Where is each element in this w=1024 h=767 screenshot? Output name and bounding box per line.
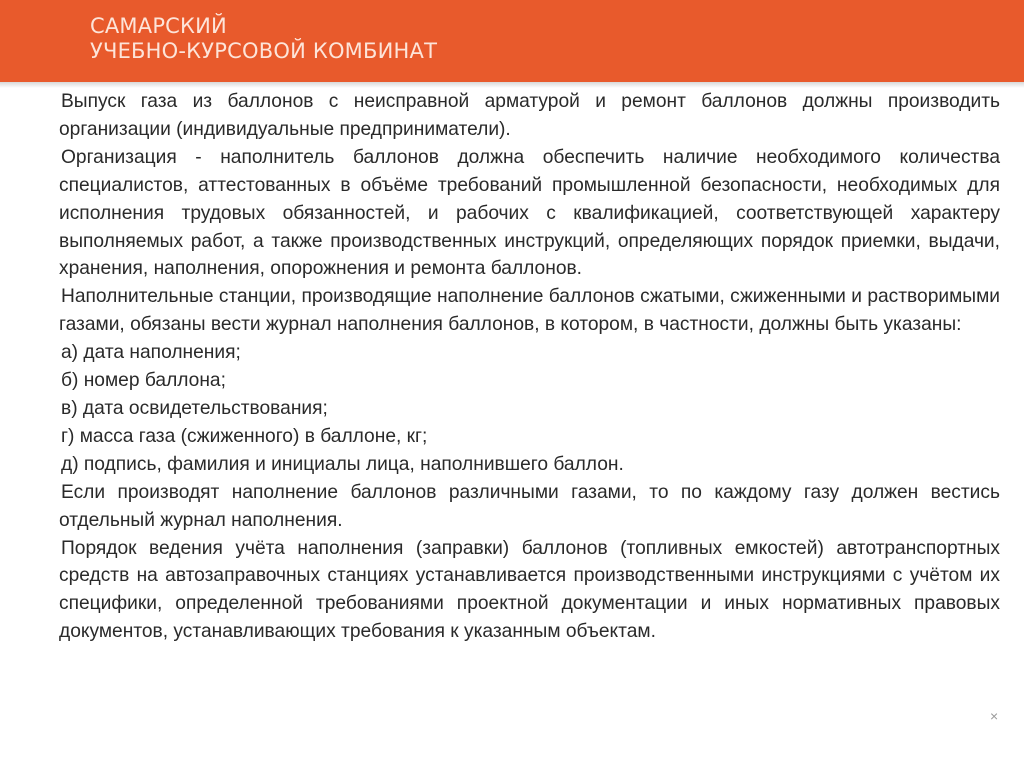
list-item-e: д) подпись, фамилия и инициалы лица, наполнившего баллон. (61, 453, 624, 475)
close-mark-icon: × (990, 708, 999, 724)
list-item-a: а) дата наполнения; (61, 342, 241, 364)
slide-body-text (59, 88, 1000, 646)
paragraph-organization-requirements: Организация - наполнитель баллонов должна обеспечить наличие необходимого количества специалистов, аттестованных в объёме требований промышленной безопасности, необходимых для исполнения трудовых обязанностей, и рабочих с квалификацией, соответствующей характеру выполняемых работ, а также производственных инструкций, определяющих порядок приемки, выдачи, хранения, наполнения, опорожнения и ремонта баллонов. (59, 146, 1000, 280)
brand-logo-text (90, 14, 437, 64)
list-item-d: г) масса газа (сжиженного) в баллоне, кг; (61, 425, 428, 447)
brand-line-2: УЧЕБНО-КУРСОВОЙ КОМБИНАТ (90, 39, 438, 63)
list-item-b: б) номер баллона; (61, 370, 226, 392)
paragraph-gas-release: Выпуск газа из баллонов с неисправной арматурой и ремонт баллонов должны производить организации (индивидуальные предприниматели). (59, 91, 1000, 140)
paragraph-accounting-procedure: Порядок ведения учёта наполнения (заправки) баллонов (топливных емкостей) автотранспортных средств на автозаправочных станциях устанавливается производственными инструкциями с учётом их специфики, определенной требованиями проектной документации и иных нормативных правовых документов, устанавливающих требования к указанным объектам. (59, 537, 1000, 643)
paragraph-filling-stations: Наполнительные станции, производящие наполнение баллонов сжатыми, сжиженными и растворимыми газами, обязаны вести журнал наполнения баллонов, в котором, в частности, должны быть указаны: (59, 286, 1000, 336)
brand-line-1: САМАРСКИЙ (90, 14, 227, 38)
header-band (0, 0, 1024, 82)
list-item-c: в) дата освидетельствования; (61, 397, 328, 419)
paragraph-separate-journal: Если производят наполнение баллонов различными газами, то по каждому газу должен вестись отдельный журнал наполнения. (59, 481, 1000, 531)
